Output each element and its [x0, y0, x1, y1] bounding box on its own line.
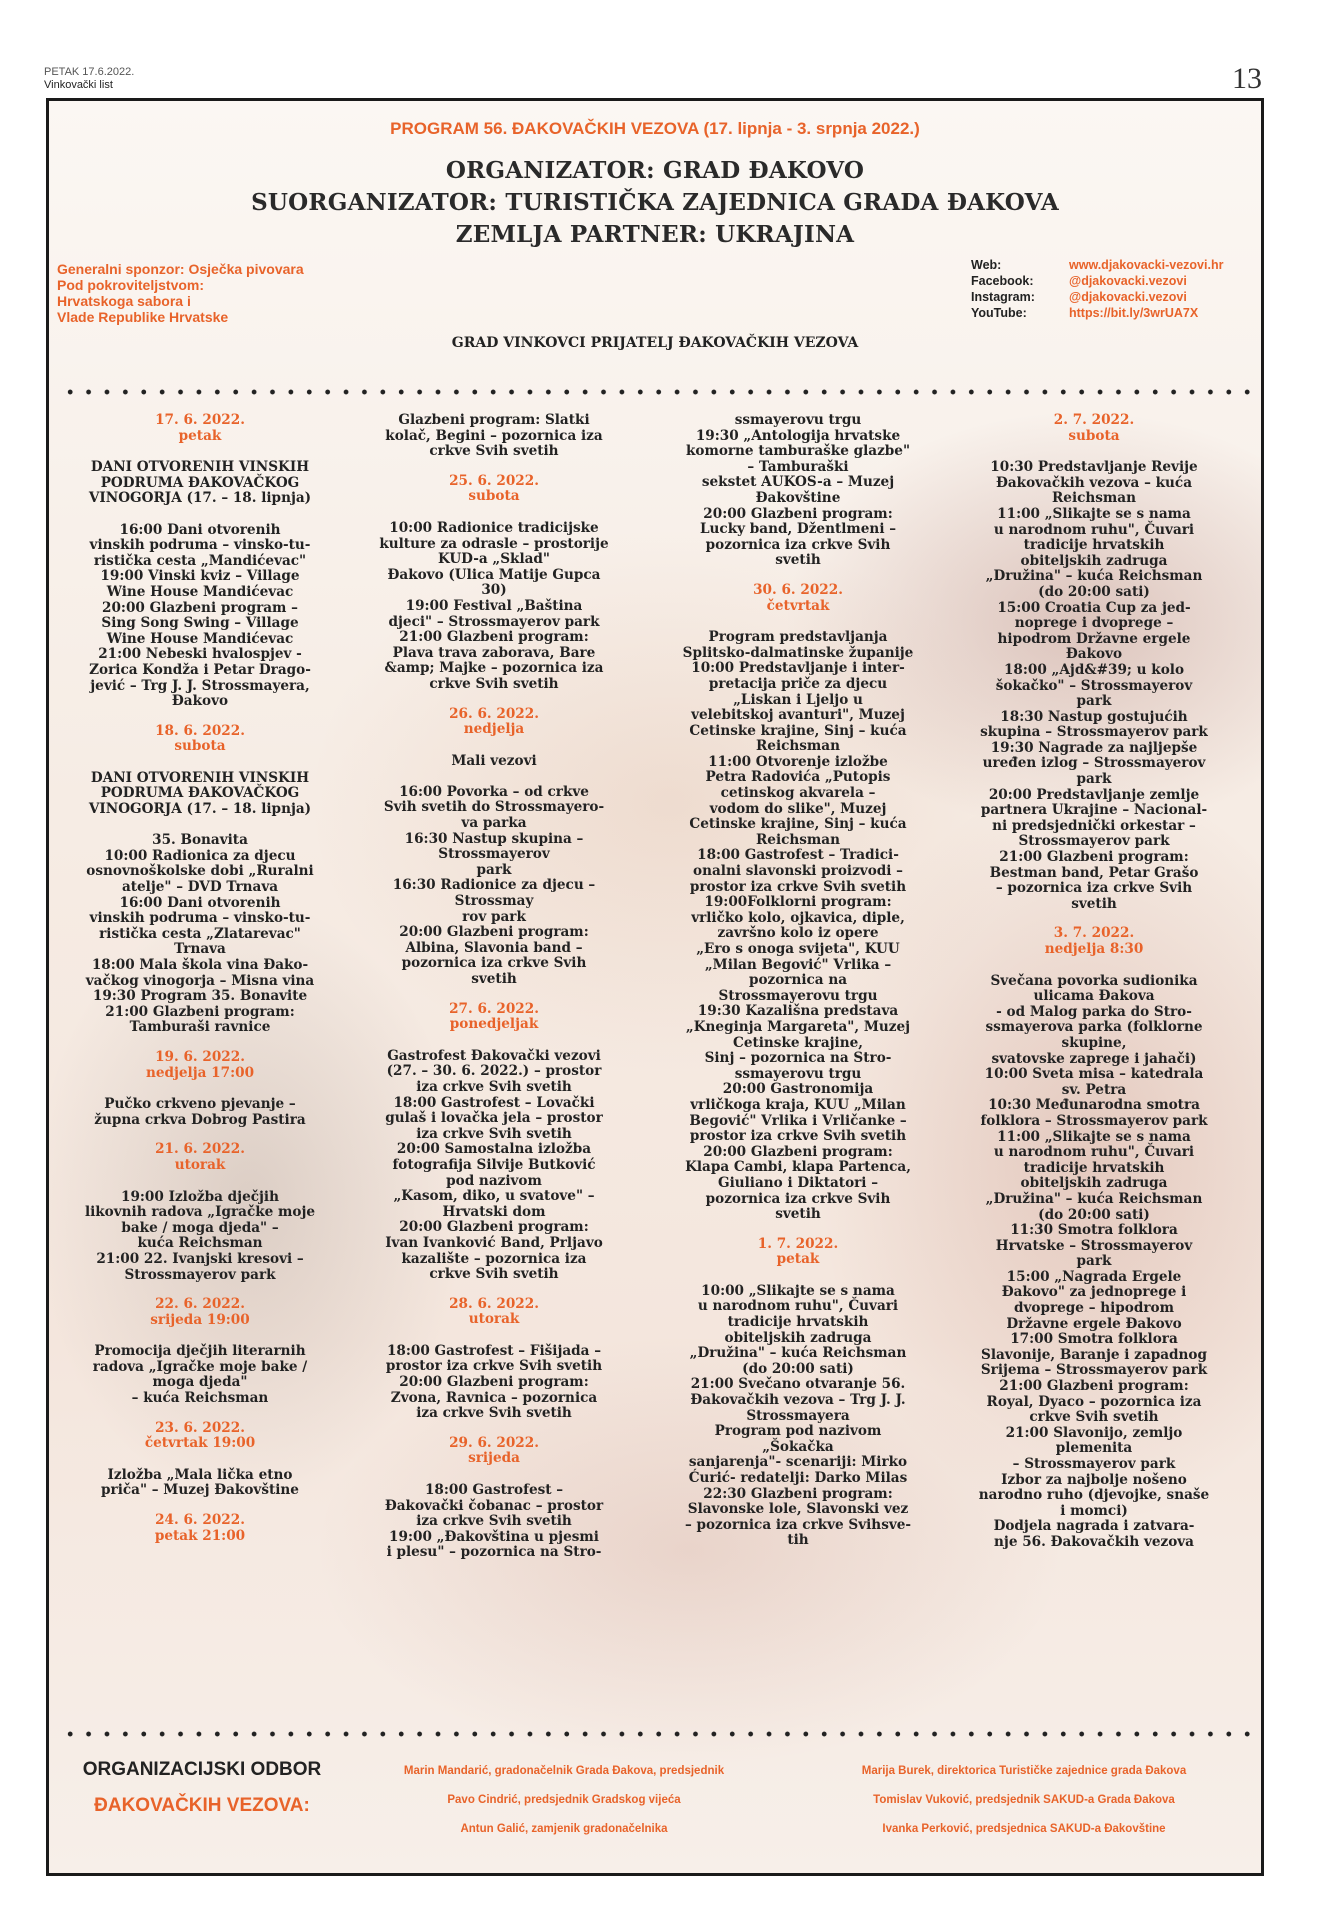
- committee-member: Marin Mandarić, gradonačelnik Grada Đakova, predsjednik: [403, 1765, 725, 1777]
- event-text: DANI OTVORENIH VINSKIH PODRUMA ĐAKOVAČKOG VINOGORJA (17. – 18. lipnja) 16:00 Dani otvorenih vinskih podruma – vinsko-tu- ristička cesta „Mandićevac" 19:00 Vinski kviz – Village Wine House Mandićevac 20:00 Glazbeni program – Sing Song Swing – Village Wine House Mandićevac 21:00 Nebeski hvalospjev - Zorica Kondža i Petar Drago- jević – Trg J. J. Strossmayera, Đakovo: [88, 459, 312, 710]
- patronage-parliament: Hrvatskoga sabora i: [57, 293, 191, 309]
- link-row-instagram: [971, 289, 1223, 305]
- event-date: 3. 7. 2022. nedjelja 8:30: [1044, 925, 1144, 957]
- event-date: 22. 6. 2022. srijeda 19:00: [150, 1296, 250, 1328]
- event-date: 23. 6. 2022. četvrtak 19:00: [144, 1419, 256, 1452]
- co-organizer-heading: SUORGANIZATOR: TURISTIČKA ZAJEDNICA GRADA ĐAKOVA: [251, 189, 1059, 216]
- link-value[interactable]: @djakovacki.vezovi: [1069, 274, 1187, 288]
- event-text: Glazbeni program: Slatki kolač, Begini – pozornica iza crkve Svih svetih: [385, 412, 603, 460]
- event-text: Program predstavljanja Splitsko-dalmatinske županije 10:00 Predstavljanje i inter- pretacija priče za djecu „Liskan i Ljeljo u velebitskoj avanturi", Muzej Cetinske krajine, Sinj – kuća Reichsman 11:00 Otvorenje izložbe Petra Radovića „Putopis cetinskog akvarela – vodom do slike", Muzej Cetinske krajine, Sinj – kuća Reichsman 18:00 Gastrofest – Tradici- onalni slavonski proizvodi – prostor iza crkve Svih svetih 19:00Folklorni program: vrličko kolo, ojkavica, diple, završno kolo iz opere „Ero s onoga svijeta", KUU „Milan Begović" Vrlika – pozornica na Strossmayerovu trgu 19:30 Kazališna predstava „Kneginja Margareta", Muzej Cetinske krajine, Sinj – pozornica na Stro- ssmayerovu trgu 20:00 Gastronomija vrličkoga kraja, KUU „Milan Begović" Vrlika i Vrličanke – prostor iza crkve Svih svetih 20:00 Glazbeni program: Klapa Cambi, klapa Partenca, Giuliano i Diktatori – pozornica iza crkve Svih svetih: [682, 629, 914, 1223]
- patronage-label: Pod pokroviteljstvom:: [57, 277, 205, 293]
- committee-members-left: [349, 1757, 779, 1844]
- event-text: 10:30 Predstavljanje Revije Đakovačkih vezova – kuća Reichsman 11:00 „Slikajte se s nama u narodnom ruhu", Čuvari tradicije hrvatskih obiteljskih zadruga „Družina" – kuća Reichsman (do 20:00 sati) 15:00 Croatia Cup za jed- noprege i dvoprege – hipodrom Državne ergele Đakovo 18:00 „Ajd&#39; u kolo šokačko" – Strossmayerov park 18:30 Nastup gostujućih skupina – Strossmayerov park 19:30 Nagrade za najljepše uređen izlog – Strossmayerov park 20:00 Predstavljanje zemlje partnera Ukrajine – Nacional- ni predsjednički orkestar – Strossmayerov park 21:00 Glazbeni program: Bestman band, Petar Grašo – pozornica iza crkve Svih svetih: [980, 459, 1208, 912]
- link-value[interactable]: @djakovacki.vezovi: [1069, 290, 1187, 304]
- committee-member: Ivanka Perković, predsjednica SAKUD-a Đakovštine: [882, 1823, 1166, 1835]
- link-label: YouTube:: [971, 306, 1027, 320]
- program-box: [46, 98, 1264, 1876]
- event-text: 18:00 Gastrofest – Fišijada – prostor iza crkve Svih svetih 20:00 Glazbeni program: Zvona, Ravnica – pozornica iza crkve Svih svetih: [385, 1342, 603, 1422]
- link-value[interactable]: www.djakovacki-vezovi.hr: [1069, 258, 1224, 272]
- schedule-column-2: [349, 413, 639, 1561]
- schedule-column-4: [949, 413, 1239, 1551]
- event-date: 26. 6. 2022. nedjelja: [449, 705, 539, 738]
- patronage-government: Vlade Republike Hrvatske: [57, 309, 229, 325]
- dotted-divider-top: [61, 389, 1253, 395]
- event-date: 29. 6. 2022. srijeda: [449, 1434, 539, 1467]
- schedule-column-3: [653, 413, 943, 1549]
- link-row-web: [971, 257, 1223, 273]
- event-date: 19. 6. 2022. nedjelja 17:00: [145, 1048, 255, 1081]
- page-header: [44, 66, 134, 92]
- event-date: 27. 6. 2022. ponedjeljak: [449, 1000, 539, 1033]
- dotted-divider-bottom: [61, 1731, 1253, 1737]
- link-label: Instagram:: [971, 290, 1035, 304]
- link-value[interactable]: https://bit.ly/3wrUA7X: [1069, 306, 1199, 320]
- link-label: Web:: [971, 258, 1002, 272]
- event-date: 25. 6. 2022. subota: [449, 472, 539, 505]
- partner-heading: ZEMLJA PARTNER: UKRAJINA: [455, 221, 855, 248]
- event-date: 21. 6. 2022. utorak: [155, 1141, 245, 1173]
- event-text: 10:00 Radionice tradicijske kulture za odrasle – prostorije KUD-a „Sklad" Đakovo (Ulica Matije Gupca 30) 19:00 Festival „Baština djeci" – Strossmayerov park 21:00 Glazbeni program: Plava trava zaborava, Bare &amp; Majke – pozornica iza crkve Svih svetih: [379, 519, 609, 692]
- committee-member: Tomislav Vuković, predsjednik SAKUD-a Grada Đakova: [873, 1794, 1175, 1806]
- link-row-youtube: [971, 305, 1223, 321]
- event-text: 19:00 Izložba dječjih likovnih radova „Igračke moje bake / moga djeda" – kuća Reichsman 21:00 22. Ivanjski kresovi – Strossmayerov park: [84, 1188, 316, 1283]
- event-date: 18. 6. 2022. subota: [155, 722, 245, 755]
- event-text: ssmayerovu trgu 19:30 „Antologija hrvatske komorne tamburaške glazbe" – Tamburaški sekstet AUKOS-a – Muzej Đakovštine 20:00 Glazbeni program: Lucky band, Džentlmeni – pozornica iza crkve Svih svetih: [685, 412, 911, 569]
- link-row-facebook: [971, 273, 1223, 289]
- committee-member: Antun Galić, zamjenik gradonačelnika: [460, 1823, 668, 1835]
- committee-title: ORGANIZACIJSKI ODBOR: [82, 1759, 322, 1780]
- link-label: Facebook:: [971, 274, 1034, 288]
- committee-members-right: [789, 1757, 1259, 1844]
- friend-city-line: GRAD VINKOVCI PRIJATELJ ĐAKOVAČKIH VEZOVA: [451, 335, 859, 351]
- newspaper-name: Vinkovački list: [44, 79, 113, 91]
- issue-date: PETAK 17.6.2022.: [44, 66, 135, 78]
- committee-subtitle: ĐAKOVAČKIH VEZOVA:: [94, 1795, 310, 1816]
- event-text: 18:00 Gastrofest – Đakovački čobanac – prostor iza crkve Svih svetih 19:00 „Đakovština u pjesmi i plesu" – pozornica na Stro-: [384, 1482, 604, 1561]
- event-text: Promocija dječjih literarnih radova „Igračke moje bake / moga djeda" – kuća Reichsman: [92, 1343, 308, 1407]
- event-text: Gastrofest Đakovački vezovi (27. – 30. 6. 2022.) – prostor iza crkve Svih svetih 18:00 Gastrofest – Lovački gulaš i lovačka jela – prostor iza crkve Svih svetih 20:00 Samostalna izložba fotografija Silvije Butković pod nazivom „Kasom, diko, u svatove" – Hrvatski dom 20:00 Glazbeni program: Ivan Ivanković Band, Prljavo kazalište – pozornica iza crkve Svih svetih: [385, 1047, 603, 1283]
- committee-member: Marija Burek, direktorica Turističke zajednice grada Đakova: [861, 1765, 1187, 1777]
- event-text: Mali vezovi 16:00 Povorka – od crkve Svih svetih do Strossmayero- va parka 16:30 Nastup skupina – Strossmayerov park 16:30 Radionice za djecu – Strossmay rov park 20:00 Glazbeni program: Albina, Slavonia band – pozornica iza crkve Svih svetih: [383, 752, 605, 987]
- sponsor-block: [57, 261, 304, 325]
- program-title: PROGRAM 56. ĐAKOVAČKIH VEZOVA (17. lipnja - 3. srpnja 2022.): [390, 119, 920, 138]
- event-text: Svečana povorka sudionika ulicama Đakova - od Malog parka do Stro- ssmayerova parka (folklorne skupine, svatovske zaprege i jahači) 10:00 Sveta misa – katedrala sv. Petra 10:30 Međunarodna smotra folklora – Strossmayerov park 11:00 „Slikajte se s nama u narodnom ruhu", Čuvari tradicije hrvatskih obiteljskih zadruga „Družina" – kuća Reichsman (do 20:00 sati) 11:30 Smotra folklora Hrvatske – Strossmayerov park 15:00 „Nagrada Ergele Đakovo" za jednoprege i dvoprege – hipodrom Državne ergele Đakovo 17:00 Smotra folklora Slavonije, Baranje i zapadnog Srijema – Strossmayerov park 21:00 Glazbeni program: Royal, Dyaco – pozornica iza crkve Svih svetih 21:00 Slavonijo, zemljo plemenita – Strossmayerov park Izbor za najbolje nošeno narodno ruho (djevojke, snaše i momci) Dodjela nagrada i zatvara- nje 56. Đakovačkih vezova: [978, 972, 1210, 1550]
- event-text: Pučko crkveno pjevanje – župna crkva Dobrog Pastira: [94, 1096, 306, 1128]
- event-text: DANI OTVORENIH VINSKIH PODRUMA ĐAKOVAČKOG VINOGORJA (17. – 18. lipnja) 35. Bonavita 10:00 Radionica za djecu osnovnoškolske dobi „Ruralni atelje" – DVD Trnava 16:00 Dani otvorenih vinskih podruma – vinsko-tu- ristička cesta „Zlatarevac" Trnava 18:00 Mala škola vina Đako- vačkog vinogorja – Misna vina 19:30 Program 35. Bonavite 21:00 Glazbeni program: Tamburaši ravnice: [85, 769, 315, 1036]
- page-number: 13: [1232, 62, 1262, 95]
- event-date: 28. 6. 2022. utorak: [449, 1295, 539, 1328]
- links-block: [971, 257, 1223, 321]
- event-date: 30. 6. 2022. četvrtak: [753, 581, 843, 614]
- event-text: Izložba „Mala lička etno priča" – Muzej Đakovštine: [101, 1466, 299, 1499]
- event-date: 1. 7. 2022. petak: [757, 1235, 839, 1268]
- event-date: 24. 6. 2022. petak 21:00: [154, 1512, 246, 1544]
- event-text: 10:00 „Slikajte se s nama u narodnom ruhu", Čuvari tradicije hrvatskih obiteljskih zadruga „Družina" – kuća Reichsman (do 20:00 sati) 21:00 Svečano otvaranje 56. Đakovačkih vezova – Trg J. J. Strossmayera Program pod nazivom „Šokačka sanjarenja"- scenariji: Mirko Ćurić- redatelji: Darko Milas 22:30 Glazbeni program: Slavonske lole, Slavonski vez – pozornica iza crkve Svihsve- tih: [684, 1282, 912, 1549]
- organizer-heading: ORGANIZATOR: GRAD ĐAKOVO: [445, 157, 865, 184]
- general-sponsor: Generalni sponzor: Osječka pivovara: [57, 261, 304, 277]
- schedule-column-1: [55, 413, 345, 1544]
- committee-member: Pavo Cindrić, predsjednik Gradskog vijeća: [447, 1794, 681, 1806]
- event-date: 17. 6. 2022. petak: [155, 412, 245, 444]
- event-date: 2. 7. 2022. subota: [1053, 412, 1135, 444]
